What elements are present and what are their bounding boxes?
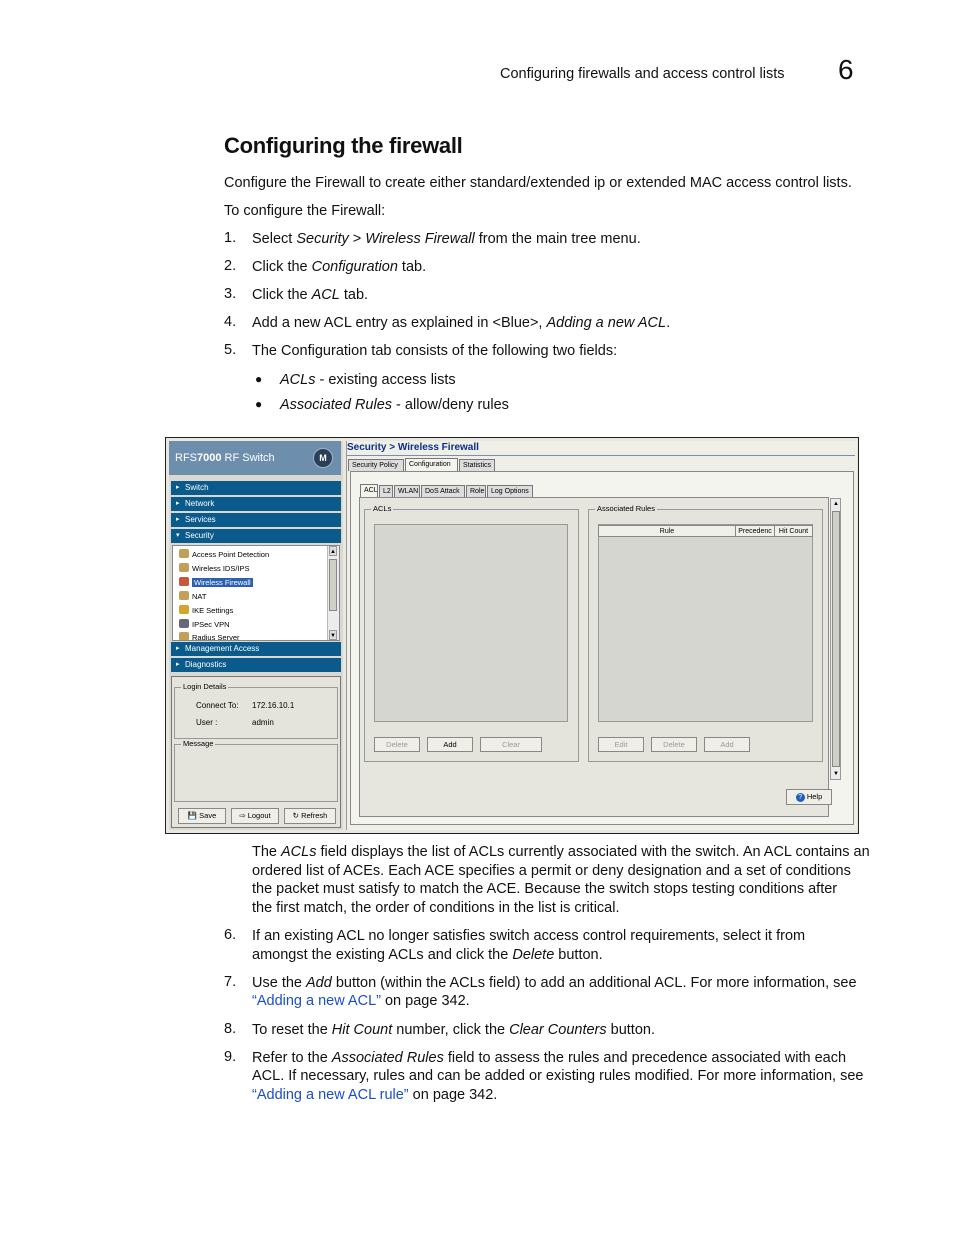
step-2: Click the Configuration tab. (252, 259, 427, 275)
tree-item-ike-settings[interactable]: IKE Settings (179, 604, 233, 617)
step-9-line-1: Refer to the Associated Rules field to assess the rules and precedence associated with each (252, 1050, 847, 1066)
tree-node-icon (179, 632, 189, 640)
running-header-title: Configuring firewalls and access control lists (500, 66, 785, 82)
col-rule[interactable]: Rule (598, 525, 736, 537)
tree-node-icon (179, 549, 189, 558)
acls-description-line-1: The ACLs field displays the list of ACLs currently associated with the switch. An ACL contains an (252, 844, 870, 860)
step-9-line-2: ACL. If necessary, rules and can be added or existing rules modified. For more information, see (252, 1068, 864, 1084)
scroll-up-icon[interactable]: ▲ (833, 501, 839, 507)
tab-acl[interactable]: ACL (360, 484, 378, 497)
step-7-line-1: Use the Add button (within the ACLs field) to add an additional ACL. For more information, see (252, 975, 857, 991)
brand-title: RFS7000 RF Switch (175, 452, 275, 464)
wireless-firewall-screenshot (165, 437, 859, 834)
breadcrumb: Security > Wireless Firewall (347, 442, 479, 453)
acls-description-line-2: ordered list of ACEs. Each ACE specifies a permit or deny designation and a set of conditions (252, 863, 851, 879)
tab-security-policy[interactable]: Security Policy (348, 459, 404, 471)
connect-to-label: Connect To: (196, 701, 239, 710)
breadcrumb-divider (347, 455, 855, 456)
message-label: Message (183, 739, 214, 748)
bullet-associated-rules: Associated Rules - allow/deny rules (280, 397, 509, 413)
brand-bar (169, 441, 341, 475)
bullet-icon: ● (255, 397, 263, 411)
step-number: 6. (224, 927, 237, 943)
to-configure-text: To configure the Firewall: (224, 203, 386, 219)
security-tree (172, 545, 340, 641)
nav-diagnostics[interactable]: ▸ Diagnostics (171, 658, 341, 672)
tree-item-wireless-ids[interactable]: Wireless IDS/IPS (179, 562, 250, 575)
bullet-acls: ACLs - existing access lists (280, 372, 456, 388)
intro-paragraph: Configure the Firewall to create either standard/extended ip or extended MAC access control lists. (224, 175, 852, 191)
step-number: 5. (224, 342, 237, 358)
acl-delete-button[interactable]: Delete (374, 737, 420, 752)
acls-description-line-4: the first match, the order of conditions in the list is critical. (252, 900, 620, 916)
acls-list[interactable] (374, 524, 568, 722)
acls-label: ACLs (373, 504, 392, 513)
message-group (174, 739, 338, 802)
chapter-number: 6 (838, 54, 854, 85)
user-label: User : (196, 718, 218, 727)
tree-node-icon (179, 591, 189, 600)
tab-statistics[interactable]: Statistics (459, 459, 495, 471)
acls-description-line-3: the packet must satisfy to match the ACE. Because the switch stops testing conditions after (252, 881, 838, 897)
step-number: 1. (224, 230, 237, 246)
connect-to-value: 172.16.10.1 (252, 701, 295, 710)
scroll-down-icon[interactable]: ▼ (329, 630, 337, 640)
nav-security[interactable]: ▾ Security (171, 529, 341, 543)
adding-new-acl-link[interactable]: “Adding a new ACL” (252, 993, 381, 1009)
associated-rules-label: Associated Rules (597, 504, 655, 513)
rules-table[interactable] (598, 524, 813, 722)
nav-services[interactable]: ▸ Services (171, 513, 341, 527)
nav-switch[interactable]: ▸ Switch (171, 481, 341, 495)
step-number: 2. (224, 258, 237, 274)
refresh-button[interactable]: ↻ Refresh (284, 808, 336, 824)
panel-scrollbar[interactable] (830, 498, 841, 780)
adding-new-acl-rule-link[interactable]: “Adding a new ACL rule” (252, 1087, 409, 1103)
refresh-icon: ↻ (292, 811, 299, 820)
col-precedence[interactable]: Precedenc (735, 525, 775, 537)
login-details-group (174, 682, 338, 739)
col-hit-count[interactable]: Hit Count (774, 525, 813, 537)
rule-edit-button[interactable]: Edit (598, 737, 644, 752)
help-icon: ? (796, 793, 805, 802)
save-button[interactable]: 💾 Save (178, 808, 226, 824)
scroll-thumb[interactable] (329, 559, 337, 611)
step-6-line-1: If an existing ACL no longer satisfies switch access control requirements, select it from (252, 928, 806, 944)
logout-icon: ⇨ (239, 811, 246, 820)
login-details-label: Login Details (183, 682, 227, 691)
rule-delete-button[interactable]: Delete (651, 737, 697, 752)
section-heading: Configuring the firewall (224, 133, 463, 158)
tab-role[interactable]: Role (466, 485, 486, 497)
rule-add-button[interactable]: Add (704, 737, 750, 752)
scroll-up-icon[interactable]: ▲ (329, 546, 337, 556)
step-8: To reset the Hit Count number, click the Clear Counters button. (252, 1022, 655, 1038)
scroll-down-icon[interactable]: ▼ (833, 771, 839, 777)
step-6-line-2: amongst the existing ACLs and click the Delete button. (252, 947, 603, 963)
save-icon: 💾 (187, 811, 198, 820)
tree-node-icon (179, 563, 189, 572)
motorola-logo-icon: M (313, 448, 333, 468)
tab-dos-attack[interactable]: DoS Attack (421, 485, 465, 497)
tab-log-options[interactable]: Log Options (487, 485, 533, 497)
step-number: 7. (224, 974, 237, 990)
tab-l2[interactable]: L2 (379, 485, 393, 497)
acl-add-button[interactable]: Add (427, 737, 473, 752)
step-9-line-3: “Adding a new ACL rule” on page 342. (252, 1087, 498, 1103)
step-number: 8. (224, 1021, 237, 1037)
tree-item-wireless-firewall[interactable]: Wireless Firewall (179, 576, 253, 589)
scroll-thumb[interactable] (832, 511, 840, 767)
logout-button[interactable]: ⇨ Logout (231, 808, 279, 824)
step-number: 9. (224, 1049, 237, 1065)
step-7-line-2: “Adding a new ACL” on page 342. (252, 993, 470, 1009)
lock-icon (179, 605, 189, 614)
step-5: The Configuration tab consists of the following two fields: (252, 343, 618, 359)
step-4: Add a new ACL entry as explained in <Blue>, Adding a new ACL. (252, 315, 671, 331)
tree-item-nat[interactable]: NAT (179, 590, 206, 603)
step-number: 3. (224, 286, 237, 302)
user-value: admin (252, 718, 274, 727)
tree-scrollbar[interactable] (327, 546, 339, 640)
tab-configuration[interactable]: Configuration (405, 458, 458, 471)
nav-network[interactable]: ▸ Network (171, 497, 341, 511)
tab-wlan[interactable]: WLAN (394, 485, 420, 497)
tree-item-ipsec-vpn[interactable]: IPSec VPN (179, 618, 230, 631)
tree-item-radius-server[interactable]: Radius Server (179, 631, 240, 640)
nav-management-access[interactable]: ▸ Management Access (171, 642, 341, 656)
vpn-icon (179, 619, 189, 628)
acl-clear-button[interactable]: Clear (480, 737, 542, 752)
bullet-icon: ● (255, 372, 263, 386)
step-3: Click the ACL tab. (252, 287, 369, 303)
tree-item-access-point-detection[interactable]: Access Point Detection (179, 548, 269, 561)
firewall-icon (179, 577, 189, 586)
step-1: Select Security > Wireless Firewall from the main tree menu. (252, 231, 641, 247)
step-number: 4. (224, 314, 237, 330)
help-button[interactable]: ? Help (786, 789, 832, 805)
